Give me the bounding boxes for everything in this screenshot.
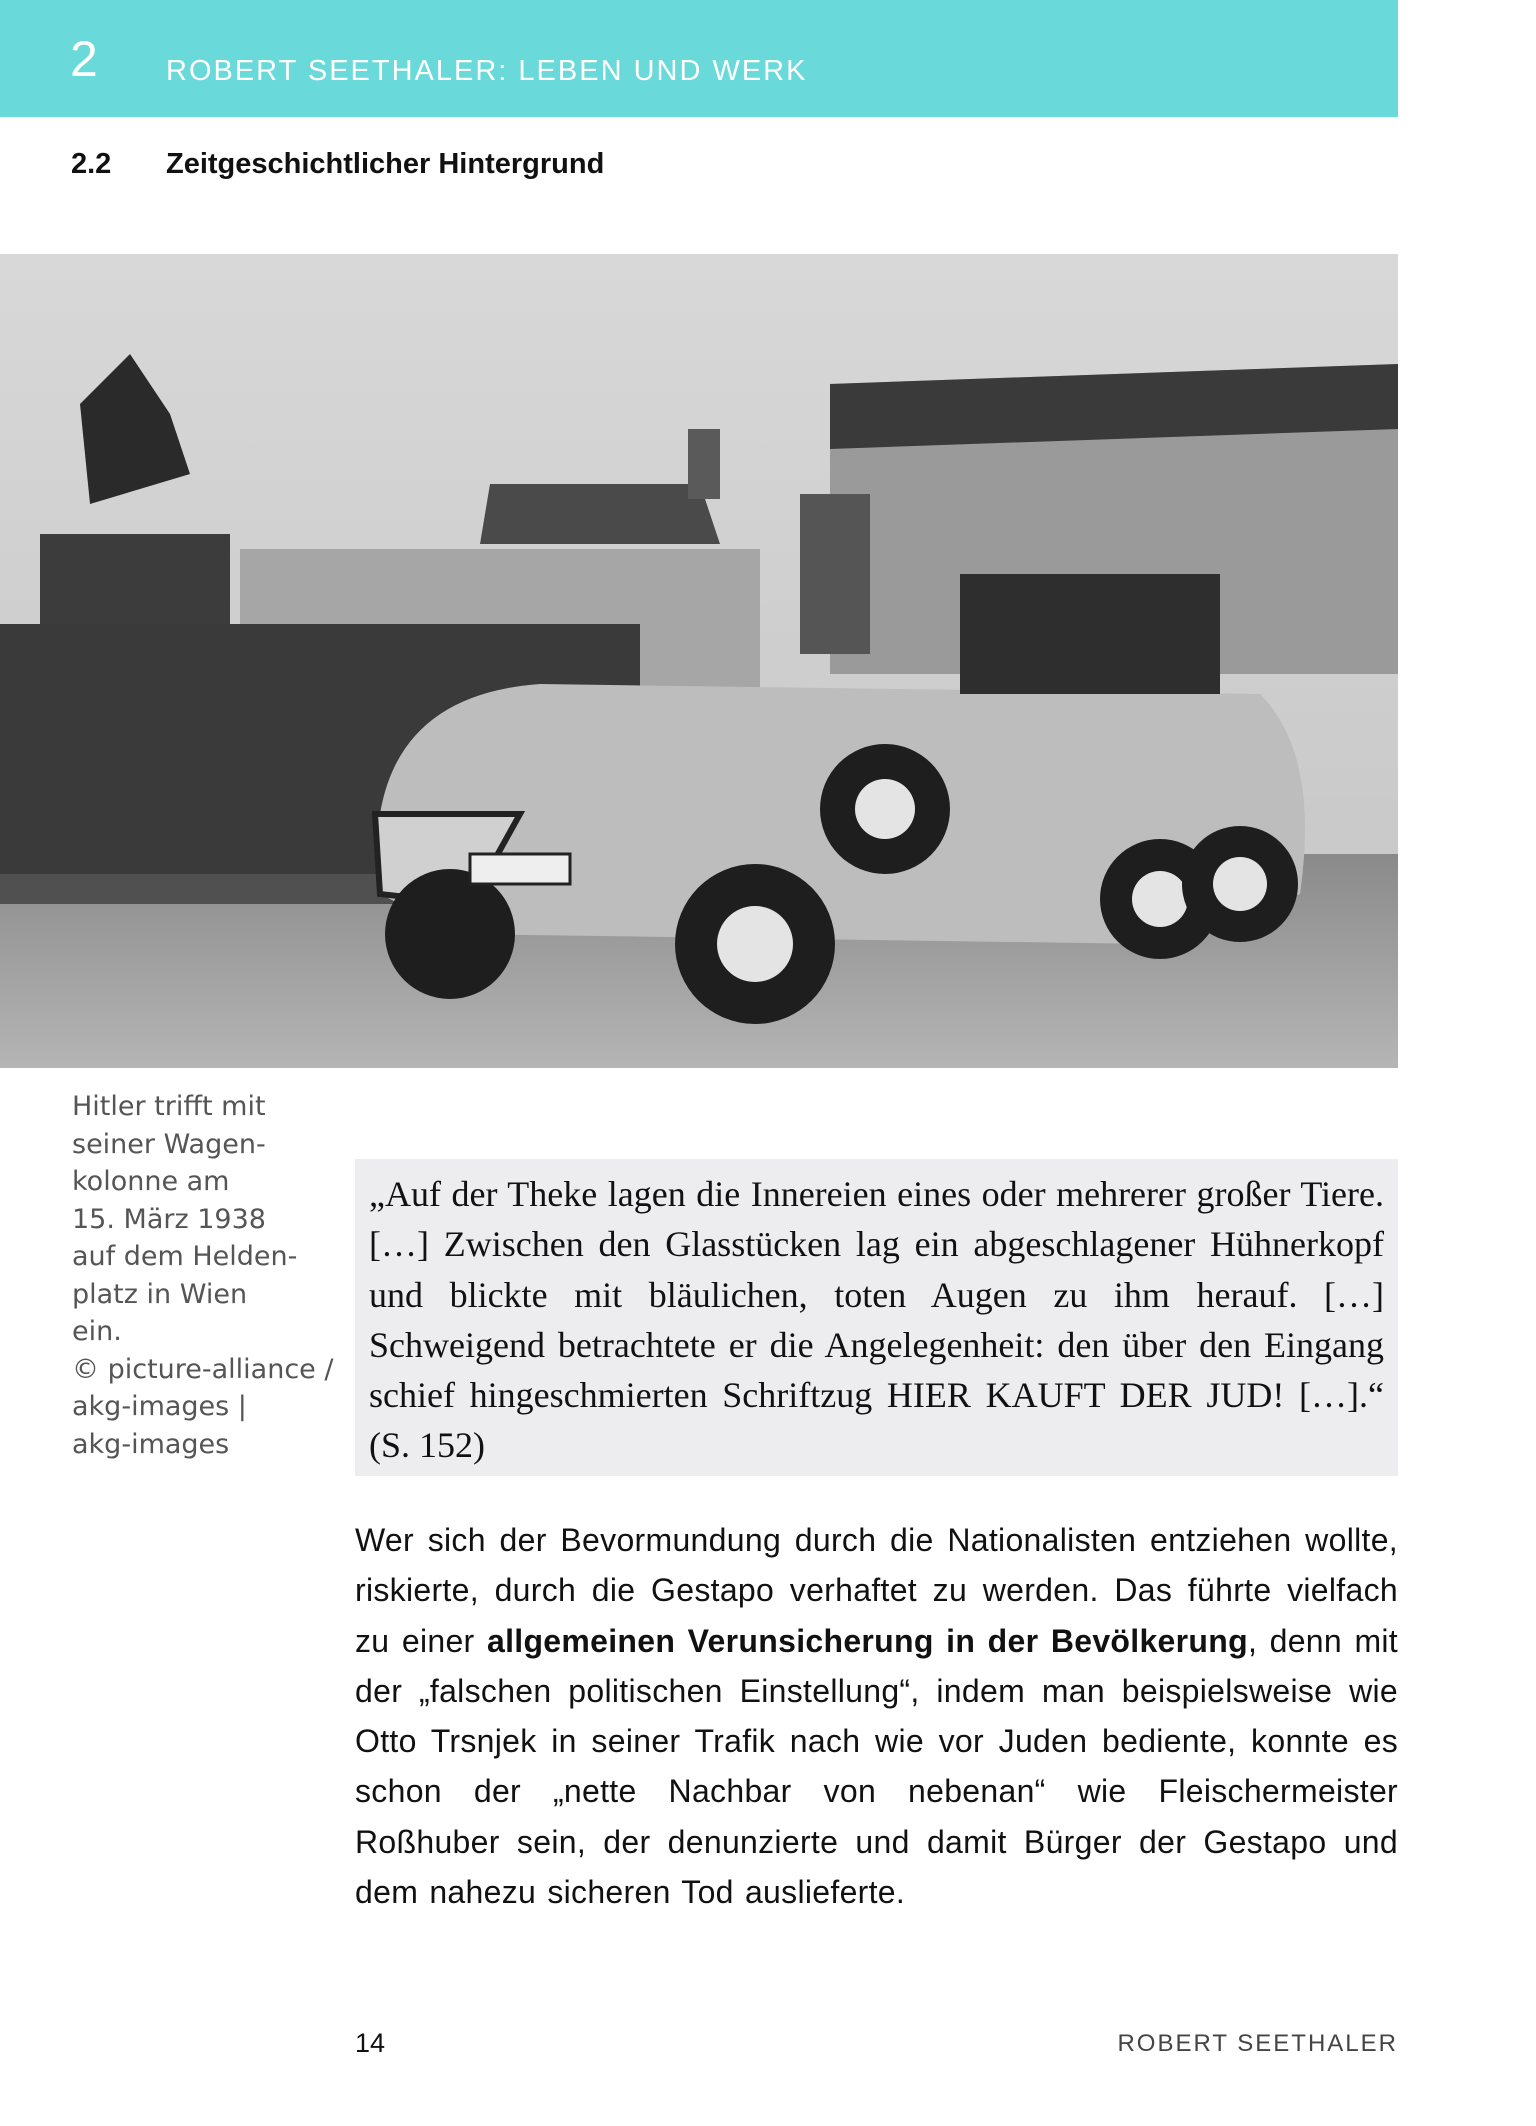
body-text: Wer sich der Bevormundung durch die Nationalisten entziehen wollte, riskierte, durch die Gestapo verhaftet zu werden. Das führte vielfach zu einer bbox=[355, 1522, 1398, 1659]
quote-text: „Auf der Theke lagen die Innereien eines oder mehrerer großer Tiere. […] Zwischen den Glasstücken lag ein abgeschlagener Hühnerkopf und blickte mit bläulichen, toten Augen zu ihm herauf. […] Schweigend betrachtete er die Angelegenheit: den über den Eingang schief hingeschmierten Schriftzug HIER KAUFT DER JUD! […].“ (S. 152) bbox=[369, 1174, 1384, 1466]
caption-line: platz in Wien bbox=[72, 1278, 248, 1310]
page-number: 14 bbox=[355, 2028, 386, 2058]
caption-line: ein. bbox=[72, 1316, 122, 1347]
photo-caption bbox=[72, 1088, 342, 1463]
caption-line: © picture-alliance / bbox=[72, 1353, 334, 1385]
caption-line: akg-images bbox=[72, 1428, 230, 1460]
historical-photo bbox=[0, 254, 1398, 1068]
footer-title: ROBERT SEETHALER bbox=[1117, 2030, 1398, 2057]
caption-line: seiner Wagen- bbox=[72, 1128, 266, 1160]
caption-line: 15. März 1938 bbox=[72, 1203, 266, 1235]
body-emphasis: allgemeinen Verunsicherung in der Bevölkerung bbox=[486, 1622, 1248, 1659]
body-text: , denn mit der „falschen politischen Einstellung“, indem man beispielsweise wie Otto Trsnjek in seiner Trafik nach wie vor Juden bediente, konnte es schon der „nette Nachbar von nebenan“ wie Fleischermeister Roßhuber sein, der denunzierte und damit Bürger der Gestapo und dem nahezu sicheren Tod auslieferte. bbox=[355, 1622, 1398, 1911]
caption-line: akg-images | bbox=[72, 1391, 247, 1422]
section-title: Zeitgeschichtlicher Hintergrund bbox=[166, 148, 605, 180]
section-number: 2.2 bbox=[71, 148, 112, 180]
caption-line: Hitler trifft mit bbox=[72, 1091, 266, 1122]
body-paragraph bbox=[355, 1515, 1398, 1917]
quote-box bbox=[355, 1159, 1398, 1476]
chapter-title: ROBERT SEETHALER: LEBEN UND WERK bbox=[166, 55, 808, 87]
chapter-header bbox=[0, 0, 1398, 117]
caption-line: auf dem Helden- bbox=[72, 1241, 298, 1272]
caption-line: kolonne am bbox=[72, 1166, 230, 1197]
chapter-number: 2 bbox=[70, 31, 98, 87]
